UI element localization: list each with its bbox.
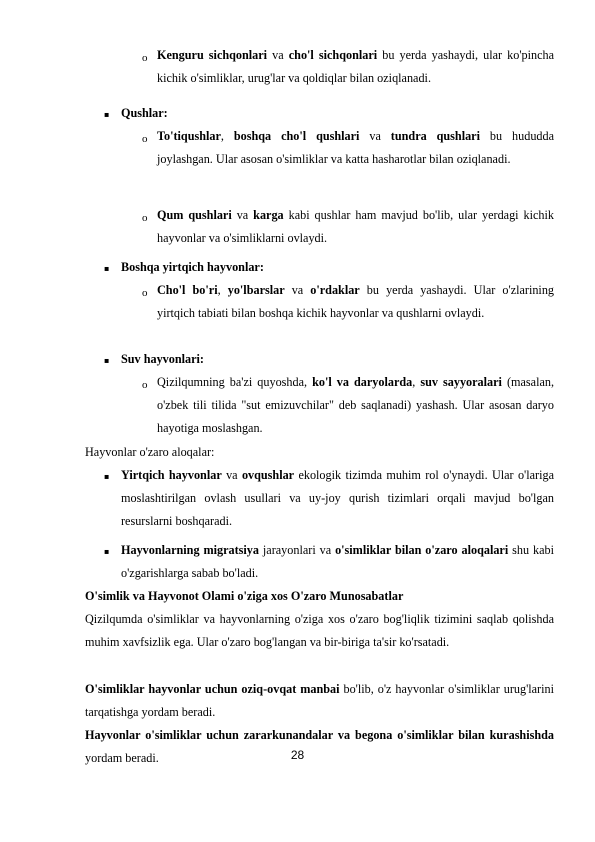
sub-bullet-marker: o	[142, 287, 148, 299]
text: ekologik tizimda muhim rol o'ynaydi. Ular o'lariga moslashtirilgan ovlash usullari va uy-joy qurish tizimlari orqali mavjud bo'lgan resurslarni boshqaradi.	[121, 468, 555, 529]
text: yordam beradi.	[85, 751, 159, 766]
bold-text: Hayvonlarning migratsiya	[121, 543, 259, 557]
bold-text: suv sayyoralari	[420, 375, 502, 389]
bold-text: Cho'l bo'ri	[157, 283, 218, 297]
list-item-yirtqich	[121, 256, 554, 279]
bullet-marker: ▪	[104, 264, 110, 273]
section-label: Boshqa yirtqich hayvonlar:	[121, 260, 264, 274]
bold-text: ko'l va daryolarda	[312, 375, 413, 389]
bullet-marker: ▪	[104, 356, 110, 365]
list-item-qumqushlari	[157, 204, 554, 250]
text: bu yerda yashaydi. Ular o'zlarining yirtqich tabiati bilan boshqa kichik hayvonlar va qushlarni ovlaydi.	[157, 283, 555, 321]
text: Qizilqumning ba'zi quyoshda,	[157, 375, 313, 389]
list-item-totiqushlar	[157, 125, 554, 171]
bullet-marker: ▪	[104, 547, 110, 556]
list-item-kenguru	[157, 44, 554, 90]
text: va	[221, 468, 242, 482]
sub-bullet-marker: o	[142, 212, 148, 224]
bold-text: boshqa cho'l qushlari	[233, 129, 360, 143]
text: ,	[217, 283, 228, 297]
text: (masalan, o'zbek tili tilida "sut emizuvchilar" deb saqlanadi) yashash. Ular asosan daryo hayotiga moslashgan.	[157, 375, 555, 436]
bold-text: o'rdaklar	[310, 283, 360, 297]
text: va	[267, 48, 289, 62]
bold-text: O'simliklar hayvonlar uchun oziq-ovqat manbai	[85, 682, 340, 696]
text: ,	[412, 375, 421, 389]
bold-text: tundra qushlari	[390, 129, 480, 143]
bold-text: Kenguru sichqonlari	[157, 48, 268, 62]
bold-text: Yirtqich hayvonlar	[121, 468, 222, 482]
list-item-relation-2	[121, 539, 554, 585]
heading-text: O'simlik va Hayvonot Olami o'ziga xos O'zaro Munosabatlar	[85, 589, 404, 603]
section-label: Qushlar:	[121, 106, 168, 120]
text: ,	[220, 129, 234, 143]
bold-text: Hayvonlar o'simliklar uchun zararkunandalar va begona o'simliklar bilan kurashishda	[85, 728, 554, 742]
bold-text: o'simliklar bilan o'zaro aloqalari	[335, 543, 509, 557]
bold-text: Qum qushlari	[157, 208, 232, 222]
bullet-marker: ▪	[104, 472, 110, 481]
list-item-cholbori	[157, 279, 554, 325]
bold-text: yo'lbarslar	[227, 283, 285, 297]
sub-bullet-marker: o	[142, 52, 148, 64]
list-item-qizilqum	[157, 371, 554, 441]
text: bo'lib, o'z hayvonlar o'simliklar urug'larini tarqatishga yordam beradi.	[85, 682, 554, 720]
text: va	[359, 129, 391, 143]
text: kabi qushlar ham mavjud bo'lib, ular yerdagi kichik hayvonlar va o'simliklarni ovlaydi.	[157, 208, 554, 246]
paragraph-1: Qizilqumda o'simliklar va hayvonlarning o'ziga xos o'zaro bog'liqlik tizimini saqlab qolishda muhim xavfsizlik ega. Ular o'zaro bog'langan va bir-biriga ta'sir ko'rsatadi.	[85, 612, 554, 650]
sub-bullet-marker: o	[142, 379, 148, 391]
text: jarayonlari va	[259, 543, 336, 557]
intro-text: Hayvonlar o'zaro aloqalar:	[85, 445, 215, 459]
bullet-marker: ▪	[104, 110, 110, 119]
bold-text: ovqushlar	[241, 468, 295, 482]
section-label: Suv hayvonlari:	[121, 352, 204, 366]
text: bu yerda yashaydi, ular ko'pincha kichik o'simliklar, urug'lar va qoldiqlar bilan oziqlanadi.	[157, 48, 555, 86]
list-item-qushlar	[121, 102, 554, 125]
page-number: 28	[290, 748, 305, 762]
text: shu kabi o'zgarishlarga sabab bo'ladi.	[121, 543, 554, 581]
bold-text: To'tiqushlar	[157, 129, 221, 143]
list-item-relation-1	[121, 464, 554, 534]
text: va	[284, 283, 311, 297]
list-item-suv	[121, 348, 554, 371]
text: va	[231, 208, 254, 222]
bold-text: cho'l sichqonlari	[288, 48, 378, 62]
text: bu hududda joylashgan. Ular asosan o'simliklar va katta hasharotlar bilan oziqlanadi.	[157, 129, 555, 167]
bold-text: karga	[253, 208, 284, 222]
sub-bullet-marker: o	[142, 133, 148, 145]
paragraph-2	[85, 678, 554, 724]
section-heading	[85, 585, 554, 608]
